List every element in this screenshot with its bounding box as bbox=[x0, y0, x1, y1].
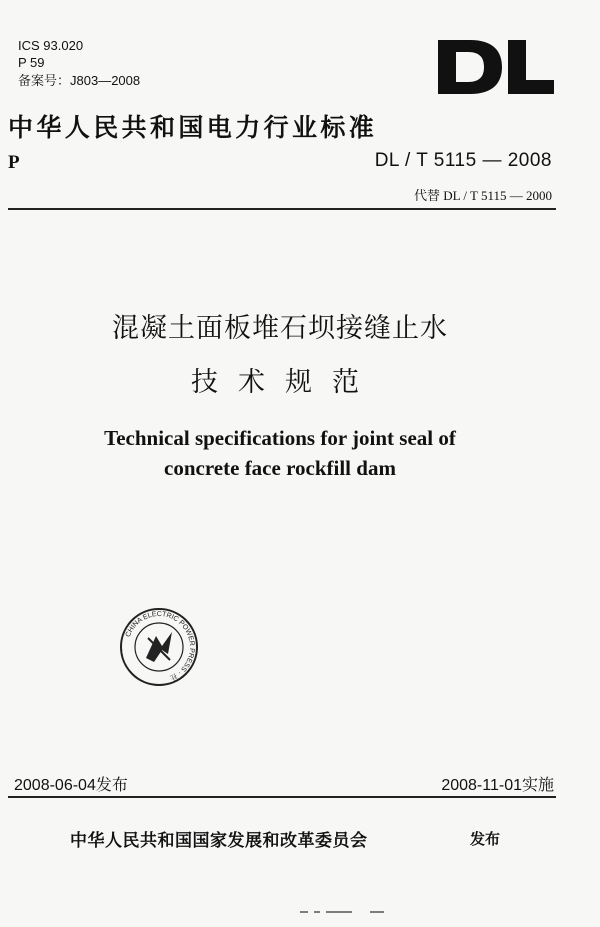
publisher-seal-icon bbox=[118, 606, 200, 688]
dl-logo bbox=[436, 38, 556, 96]
filing-number: 备案号：J803—2008 bbox=[18, 73, 141, 88]
publisher-name: 中华人民共和国国家发展和改革委员会 bbox=[70, 831, 368, 851]
ics-code: ICS 93.020 bbox=[18, 38, 84, 53]
english-title-line1: Technical specifications for joint seal of bbox=[104, 426, 456, 450]
english-title-line2: concrete face rockfill dam bbox=[164, 456, 396, 480]
replaces-standard: 代替 DL / T 5115 — 2000 bbox=[414, 188, 552, 203]
scan-mark bbox=[300, 910, 390, 914]
implementation-date: 2008-11-01实施 bbox=[441, 777, 554, 794]
classification-code: P 59 bbox=[18, 55, 45, 70]
issue-date: 2008-06-04发布 bbox=[14, 777, 128, 794]
industry-standard-title: 中华人民共和国电力行业标准 bbox=[8, 113, 378, 142]
svg-text:CHINA ELECTRIC POWER PRESS · 社: CHINA ELECTRIC POWER PRESS · 社 bbox=[124, 610, 196, 681]
chinese-title-line1: 混凝土面板堆石坝接缝止水 bbox=[112, 313, 448, 344]
standard-class: P bbox=[8, 152, 20, 173]
chinese-title-line2: 技术规范 bbox=[191, 367, 379, 398]
top-divider bbox=[8, 208, 556, 210]
standard-number: DL / T 5115 — 2008 bbox=[374, 150, 552, 171]
bottom-divider bbox=[8, 796, 556, 798]
publish-label: 发布 bbox=[470, 830, 501, 848]
